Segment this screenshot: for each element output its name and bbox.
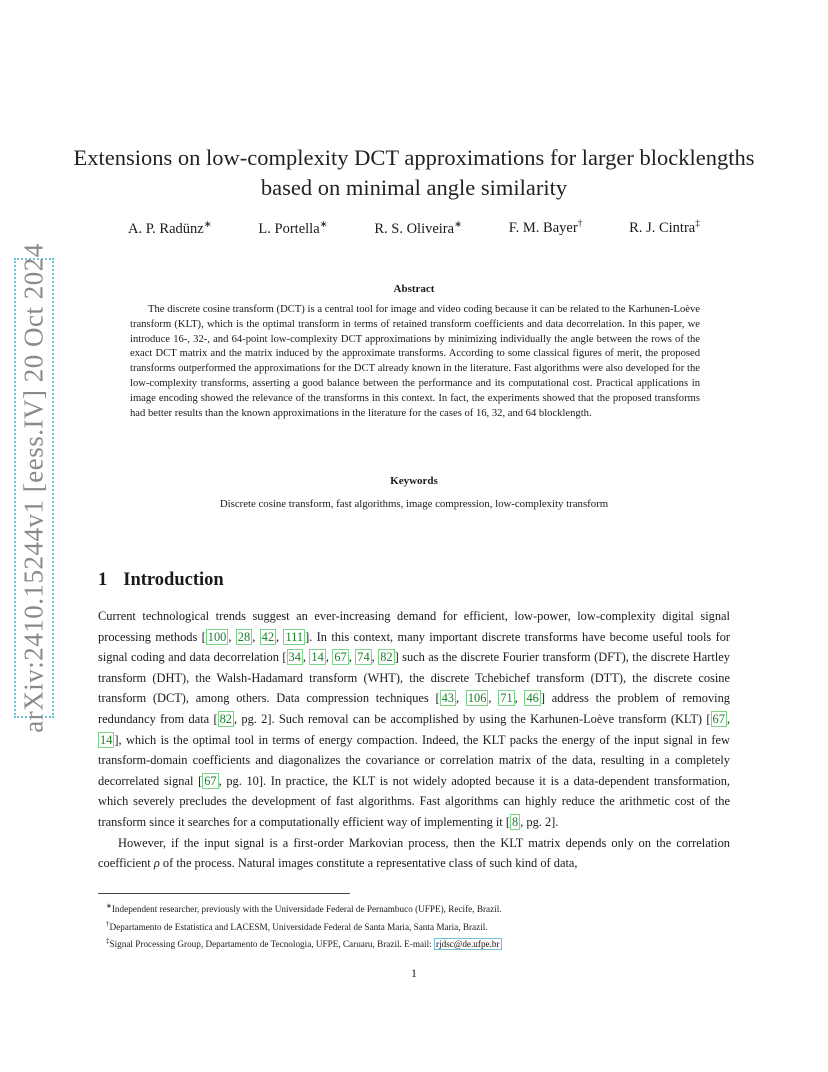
footnote-text: Independent researcher, previously with the Universidade Federal de Pernambuco (UFPE), Recife, Brazil. xyxy=(111,904,502,915)
paper-title: Extensions on low-complexity DCT approximations for larger blocklengths based on minimal angle similarity xyxy=(73,145,755,200)
body-text xyxy=(98,606,730,874)
citation-link[interactable]: 106 xyxy=(467,691,487,706)
abstract-text: The discrete cosine transform (DCT) is a central tool for image and video coding because it can be related to the Karhunen-Loève transform (KLT), which is the optimal transform in terms of retained transform coefficients and data decorrelation. In this paper, we introduce 16-, 32-, and 64-point low-complexity DCT approximations by minimizing individually the angle between the rows of the exact DCT matrix and the matrix induced by the approximate transforms. According to some classical figures of merit, the proposed transforms outperformed the approximations for the DCT already known in the literature. Fast algorithms were also developed for the low-complexity transforms, asserting a good balance between the performance and its computational cost. Practical applications in image encoding showed the relevance of the transforms in this context. In fact, the experiments showed that the proposed transforms had better results than the known approximations in the literature for the cases of 16, 32, and 64 blocklength. xyxy=(130,304,700,419)
author xyxy=(629,219,700,238)
citation-link[interactable]: 67 xyxy=(204,773,217,788)
affiliation-mark: ∗ xyxy=(454,220,463,230)
author-name: R. S. Oliveira xyxy=(374,220,455,237)
keywords-heading: Keywords xyxy=(390,475,438,487)
text-run: , pg. 10]. In practice, the KLT is not widely adopted because it is a data-dependent transformation, which severely precludes the development of fast algorithms. Fast algorithms can highly reduce the arithmetic cost of the transform since it searches for a computationally efficient way of implementing it [ xyxy=(98,773,730,829)
author-name: A. P. Radünz xyxy=(128,220,204,237)
text-run: However, if the input signal is a first-order Markovian process, then the KLT matrix depends only on the correlation coefficient xyxy=(98,835,730,871)
page-number: 1 xyxy=(411,966,417,980)
footnote-mark: † xyxy=(106,919,110,928)
section-number: 1 xyxy=(98,570,108,590)
citation-link[interactable]: 34 xyxy=(288,650,301,665)
citation-link[interactable]: 74 xyxy=(357,650,370,665)
email-link[interactable]: rjdsc@de.ufpe.br xyxy=(436,939,500,950)
author-list xyxy=(80,219,748,238)
text-run: Current technological trends suggest an ever-increasing demand for efficient, low-power, low-complexity digital signal processing methods [ xyxy=(98,609,730,644)
footnote xyxy=(106,899,746,917)
footnote-text: Signal Processing Group, Departamento de Tecnologia, UFPE, Caruaru, Brazil. E-mail: xyxy=(109,939,435,950)
citation-link[interactable]: 82 xyxy=(380,650,393,665)
citation-link[interactable]: 42 xyxy=(261,629,275,644)
citation-link[interactable]: 67 xyxy=(712,711,725,726)
text-run: , pg. 2]. Such removal can be accomplished by using the Karhunen-Loève transform (KLT) [ xyxy=(233,711,711,726)
paragraph xyxy=(98,833,730,874)
author xyxy=(258,219,327,238)
footnote-mark: ‡ xyxy=(106,937,110,946)
rho-symbol: ρ xyxy=(153,856,160,871)
citation-link[interactable]: 28 xyxy=(237,629,251,644)
author xyxy=(128,219,212,238)
text-run: ]. In this context, many important discrete transforms have become useful tools for signal coding and data decorrelation [ xyxy=(98,629,731,665)
citation-link[interactable]: 14 xyxy=(311,650,324,665)
citation-link[interactable]: 111 xyxy=(285,629,304,644)
abstract-heading: Abstract xyxy=(393,283,435,295)
citation-link[interactable]: 8 xyxy=(511,814,519,829)
text-run: ] address the problem of removing redundancy from data [ xyxy=(98,691,730,726)
author-name: R. J. Cintra xyxy=(629,219,696,236)
text-run: ] such as the discrete Fourier transform (DFT), the discrete Hartley transform (DHT), the Walsh-Hadamard transform (WHT), the discrete Tchebichef transform (DTT), the discrete cosine transform (DCT), among others. Data compression techniques [ xyxy=(98,650,730,706)
arxiv-id-label: arXiv:2410.15244v1 [eess.IV] 20 Oct 2024 xyxy=(18,243,49,733)
affiliation-mark: ∗ xyxy=(203,220,212,230)
keywords-text: Discrete cosine transform, fast algorithms, image compression, low-complexity transform xyxy=(219,498,609,510)
paragraph: Current technological trends suggest an ever-increasing demand for efficient, low-power, low-complexity digital signal processing methods [ 100 , 28 , 42 , 111 ]. In this context, many important discrete transforms have become useful tools for signal coding and data decorrelation [ 34 , 14 , 67 , 74 , 82 ] such as the discrete Fourier transform (DFT), the discrete Hartley transform (DHT), the Walsh-Hadamard transform (WHT), the discrete Tchebichef transform (DTT), the discrete cosine transform (DCT), among others. Data compression techniques [ 43 , 106 , 71 , 46 ] address the problem of removing redundancy from data [ 82 , pg. 2]. Such removal can be accomplished by using the Karhunen-Loève transform (KLT) [ 67 , 14 ], which is the optimal tool in terms of energy compaction. Indeed, the KLT packs the energy of the input signal in few transform-domain coefficients and diagonalizes the covariance or correlation matrix of the data, resulting in a completely decorrelated signal [ 67 , pg. 10]. In practice, the KLT is not widely adopted because it is a data-dependent transformation, which severely precludes the development of fast algorithms. Fast algorithms can highly reduce the arithmetic cost of the transform since it searches for a computationally efficient way of implementing it [ 8 , pg. 2]. xyxy=(98,609,731,829)
author-name: L. Portella xyxy=(258,220,320,237)
footnote-text: Departamento de Estatística and LACESM, Universidade Federal de Santa Maria, Santa Maria, Brazil. xyxy=(109,921,488,932)
section-title: Introduction xyxy=(123,570,224,590)
citation-link[interactable]: 14 xyxy=(100,732,113,747)
footnote-mark: ∗ xyxy=(106,902,112,910)
footnote xyxy=(106,934,746,952)
affiliation-mark: ∗ xyxy=(319,220,328,230)
citation-link[interactable]: 67 xyxy=(334,650,347,665)
affiliation-mark: ‡ xyxy=(695,219,700,229)
citation-link[interactable]: 71 xyxy=(500,691,513,706)
author xyxy=(509,219,583,238)
footnotes xyxy=(106,899,746,952)
affiliation-mark: † xyxy=(577,219,583,229)
footnote xyxy=(106,917,746,935)
author-name: F. M. Bayer xyxy=(508,219,578,236)
footnote-rule xyxy=(98,893,350,894)
text-run: , pg. 2]. xyxy=(520,814,559,829)
text-run: ], which is the optimal tool in terms of energy compaction. Indeed, the KLT packs the energy of the input signal in few transform-domain coefficients and diagonalizes the covariance or correlation matrix of the data, resulting in a completely decorrelated signal [ xyxy=(98,732,730,788)
citation-link[interactable]: 43 xyxy=(441,691,454,706)
section-heading xyxy=(98,570,224,591)
citation-link[interactable]: 100 xyxy=(207,629,227,644)
citation-link[interactable]: 82 xyxy=(219,711,232,726)
author xyxy=(374,219,462,238)
citation-link[interactable]: 46 xyxy=(526,691,539,706)
text-run: of the process. Natural images constitute a representative class of such kind of data, xyxy=(159,856,578,871)
arxiv-stamp[interactable] xyxy=(14,243,54,733)
